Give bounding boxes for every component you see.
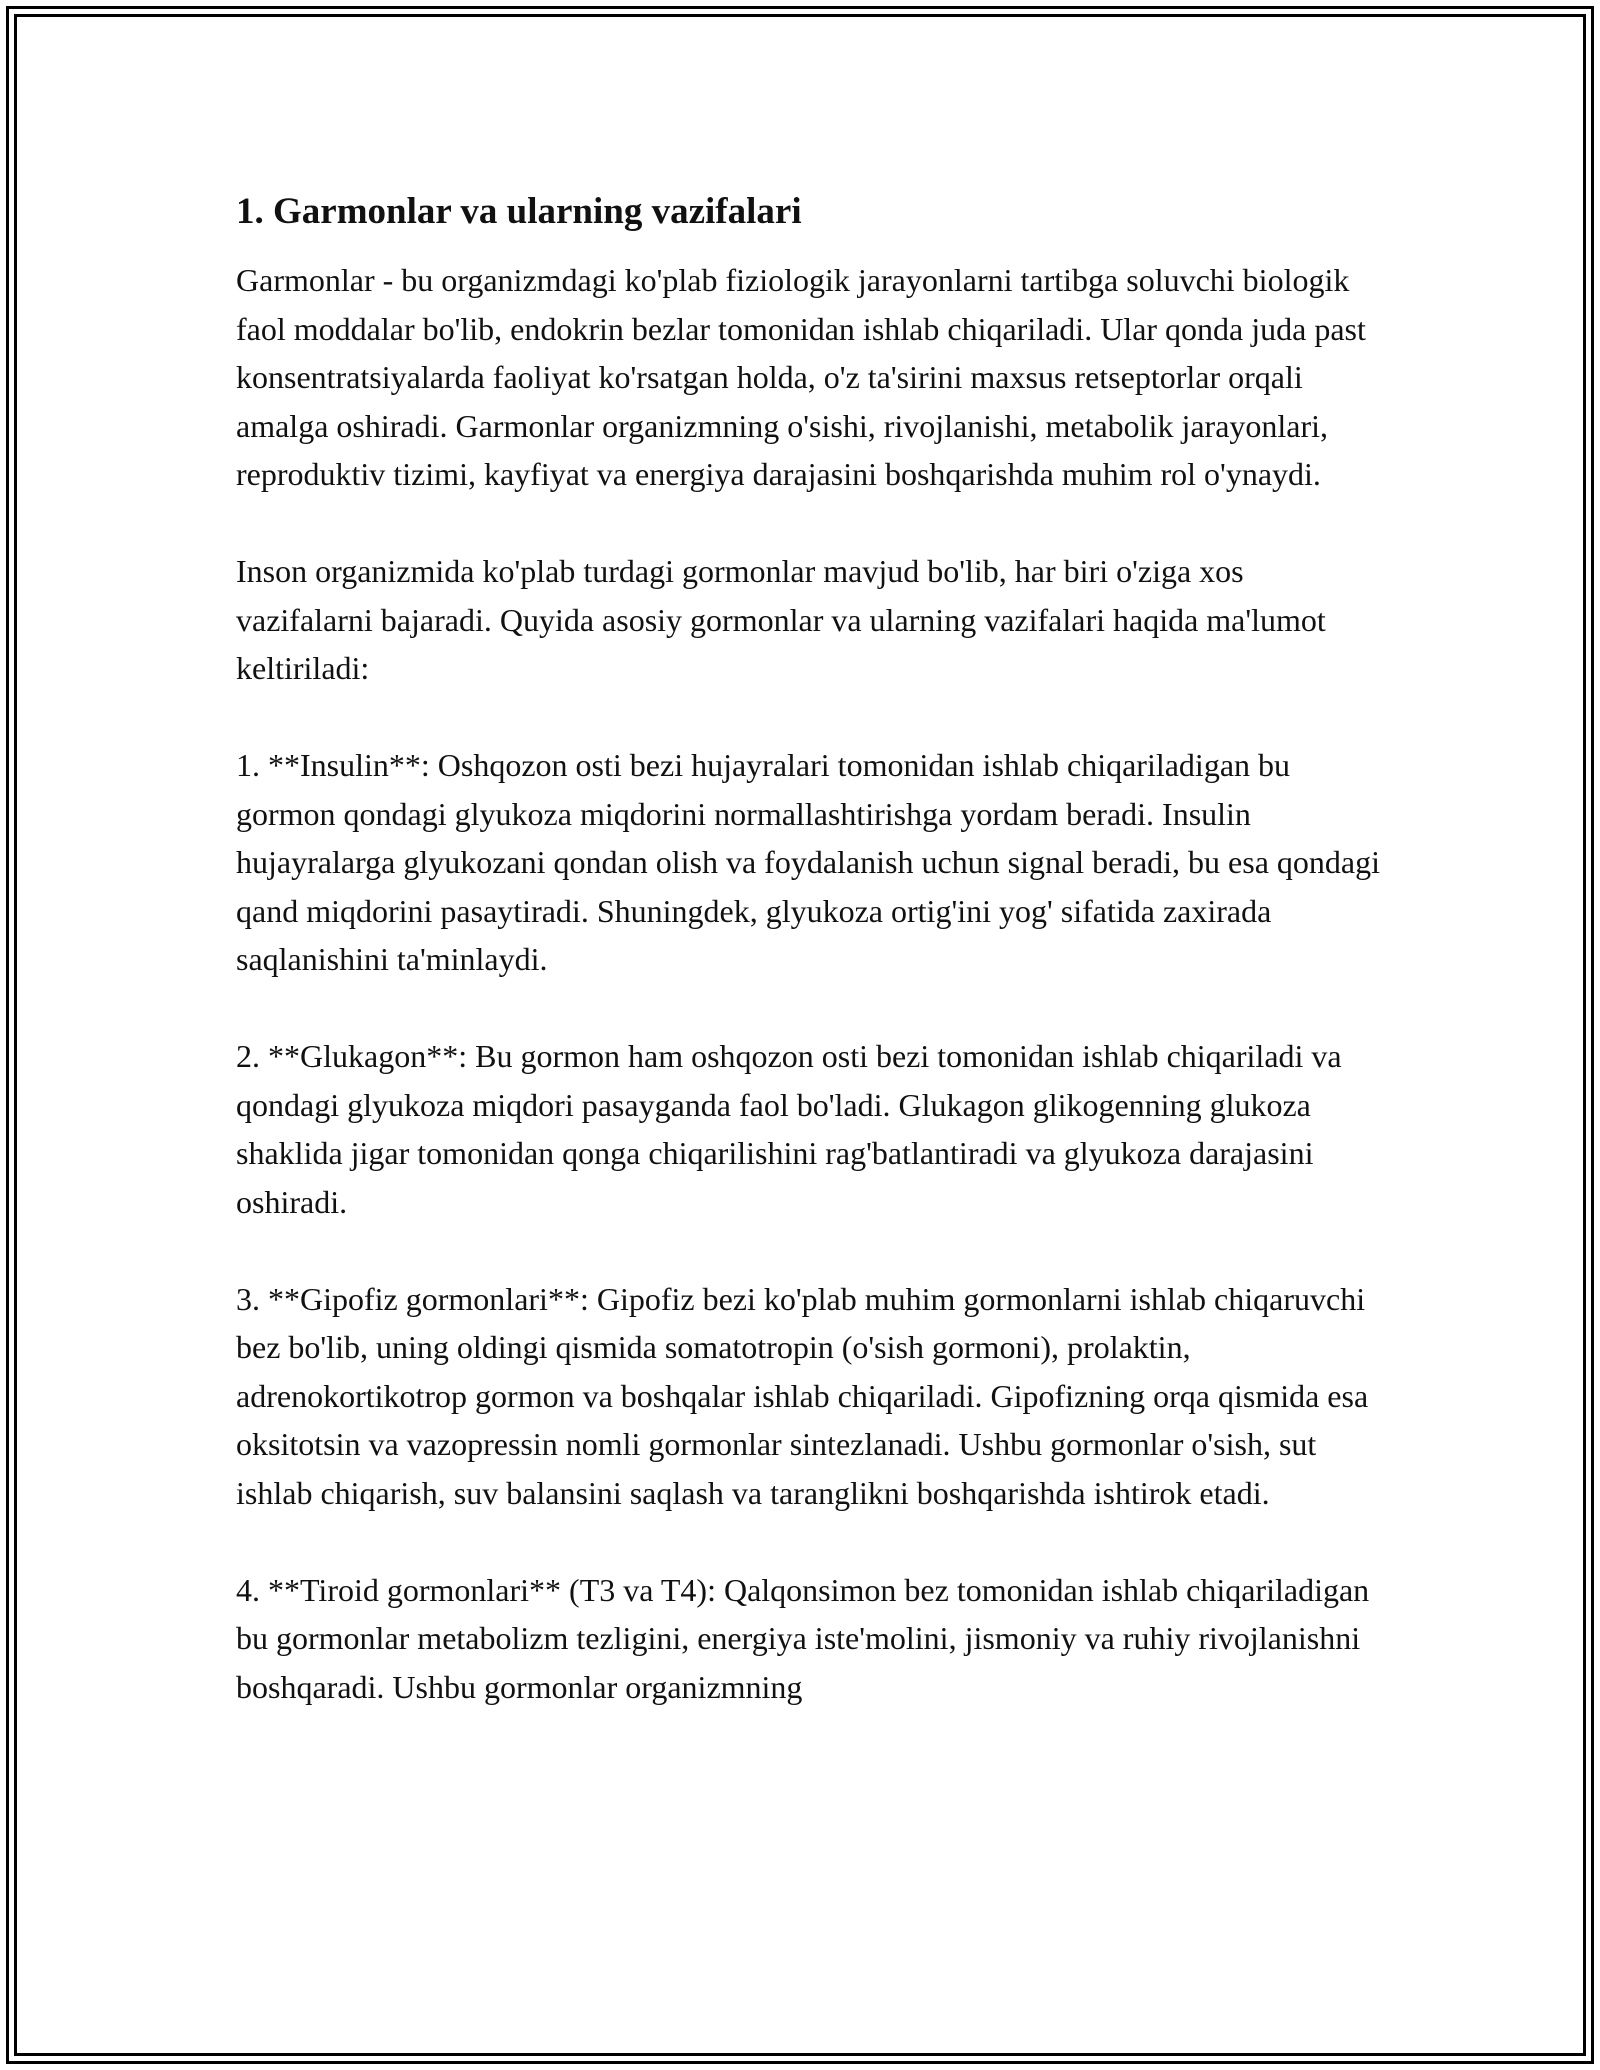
paragraph-insulin: 1. **Insulin**: Oshqozon osti bezi hujayralari tomonidan ishlab chiqariladigan bu gormon qondagi glyukoza miqdorini normallashtirishga yordam beradi. Insulin hujayralarga glyukozani qondan olish va foydalanish uchun signal beradi, bu esa qondagi qand miqdorini pasaytiradi. Shuningdek, glyukoza ortig'ini yog' sifatida zaxirada saqlanishini ta'minlaydi. <box>236 747 1380 977</box>
document-body <box>236 186 1386 1760</box>
document-title: 1. Garmonlar va ularning vazifalari <box>236 191 802 232</box>
paragraph-overview: Inson organizmida ko'plab turdagi gormonlar mavjud bo'lib, har biri o'ziga xos vazifalarni bajaradi. Quyida asosiy gormonlar va ularning vazifalari haqida ma'lumot keltiriladi: <box>236 553 1326 686</box>
paragraph-tiroid: 4. **Tiroid gormonlari** (T3 va T4): Qalqonsimon bez tomonidan ishlab chiqariladigan bu gormonlar metabolizm tezligini, energiya iste'molini, jismoniy va ruhiy rivojlanishni boshqaradi. Ushbu gormonlar organizmning <box>236 1571 1370 1705</box>
paragraph-glukagon: 2. **Glukagon**: Bu gormon ham oshqozon osti bezi tomonidan ishlab chiqariladi va qondagi glyukoza miqdori pasayganda faol bo'ladi. Glukagon glikogenning glukoza shaklida jigar tomonidan qonga chiqarilishini rag'batlantiradi va glyukoza darajasini oshiradi. <box>236 1038 1342 1220</box>
paragraph-intro: Garmonlar - bu organizmdagi ko'plab fiziologik jarayonlarni tartibga soluvchi biologik faol moddalar bo'lib, endokrin bezlar tomonidan ishlab chiqariladi. Ular qonda juda past konsentratsiyalarda faoliyat ko'rsatgan holda, o'z ta'sirini maxsus retseptorlar orqali amalga oshiradi. Garmonlar organizmning o'sishi, rivojlanishi, metabolik jarayonlari, reproduktiv tizimi, kayfiyat va energiya darajasini boshqarishda muhim rol o'ynaydi. <box>236 262 1366 492</box>
paragraph-gipofiz: 3. **Gipofiz gormonlari**: Gipofiz bezi ko'plab muhim gormonlarni ishlab chiqaruvchi bez bo'lib, uning oldingi qismida somatotropin (o'sish gormoni), prolaktin, adrenokortikotrop gormon va boshqalar ishlab chiqariladi. Gipofizning orqa qismida esa oksitotsin va vazopressin nomli gormonlar sintezlanadi. Ushbu gormonlar o'sish, sut ishlab chiqarish, suv balansini saqlash va taranglikni boshqarishda ishtirok etadi. <box>236 1280 1369 1511</box>
